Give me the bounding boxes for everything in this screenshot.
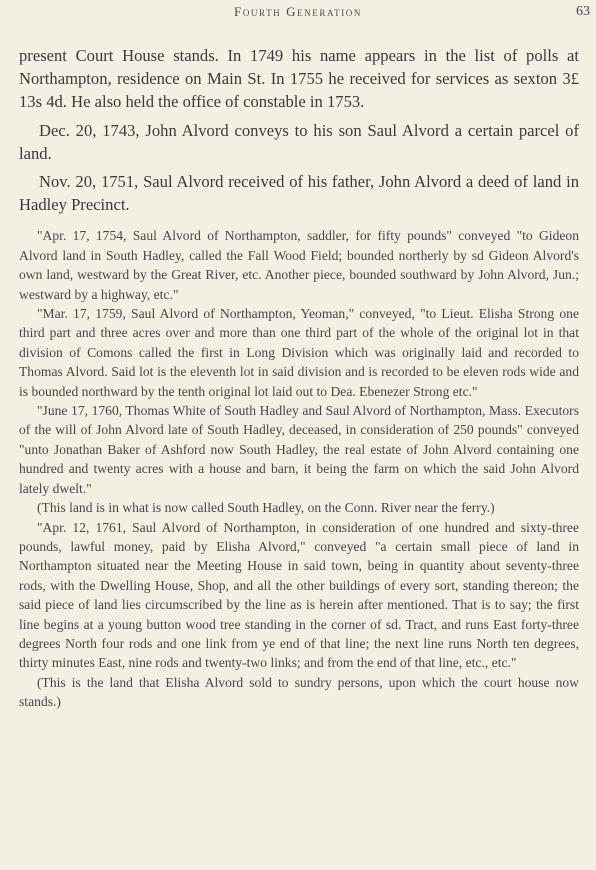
quote-1754-deed: "Apr. 17, 1754, Saul Alvord of Northampton, saddler, for fifty pounds" conveyed "to Gideon Alvord land in South Hadley, called the Fall Wood Field; bounded northerly by sd Gideon Alvord's own land, westward by the Great River, etc. Another piece, bounded southward by John Alvord, Jun.; westward by a highway, etc." [19, 228, 579, 302]
chapter-title: Fourth Generation [233, 4, 363, 19]
paragraph-1743-conveyance: Dec. 20, 1743, John Alvord conveys to his son Saul Alvord a certain parcel of land. [19, 120, 579, 163]
page-number: 63 [576, 4, 590, 19]
quote-1759-deed: "Mar. 17, 1759, Saul Alvord of Northampton, Yeoman," conveyed, "to Lieut. Elisha Strong one third part and three acres over and more than one third part of the whole of the original lot in that division of Comons called the first in Long Division which was originally laid and recorded to Thomas Alvord. Said lot is the eleventh lot in said division and is recorded to be eleven rods wide and is bounded northward by the tenth original lot laid out to Dea. Ebenezer Strong etc." [19, 306, 579, 399]
paragraph-1751-deed: Nov. 20, 1751, Saul Alvord received of his father, John Alvord a deed of land in Hadley Precinct. [19, 172, 579, 215]
running-header [0, 4, 596, 24]
note-south-hadley-land: (This land is in what is now called South Hadley, on the Conn. River near the ferry.) [37, 500, 495, 516]
quote-1761-deed: "Apr. 12, 1761, Saul Alvord of Northampton, in consideration of one hundred and sixty-three pounds, lawful money, paid by Elisha Alvord," conveyed "a certain small piece of land in Northampton situated near the Meeting House in said town, being in quantity about seventy-three rods, with the Dwelling House, Shop, and all the other buildings of every sort, standing thereon; the said piece of land lies circumscribed by the line as is herein after mentioned. That is to say; the first line begins at a young button wood tree standing in the corner of sd. Tract, and runs East forty-three degrees North four rods and one link from ye end of that line; the next line runs North ten degrees, thirty minutes East, nine rods and twenty-two links; and from the end of that line, etc., etc." [19, 519, 579, 671]
paragraph-continuation: present Court House stands. In 1749 his name appears in the list of polls at Northampton, residence on Main St. In 1755 he received for services as sexton 3£ 13s 4d. He also held the office of constable in 1753. [19, 46, 579, 112]
quote-1760-deed: "June 17, 1760, Thomas White of South Hadley and Saul Alvord of Northampton, Mass. Executors of the will of John Alvord late of South Hadley, deceased, in consideration of 250 pounds" conveyed "unto Jonathan Baker of Ashford now South Hadley, the real estate of John Alvord containing one hundred and twenty acres with a house and barn, it being the farm on which the said John Alvord lately dwelt." [19, 403, 579, 496]
note-court-house-land: (This is the land that Elisha Alvord sold to sundry persons, upon which the court house now stands.) [19, 674, 579, 710]
page-body [19, 44, 579, 712]
